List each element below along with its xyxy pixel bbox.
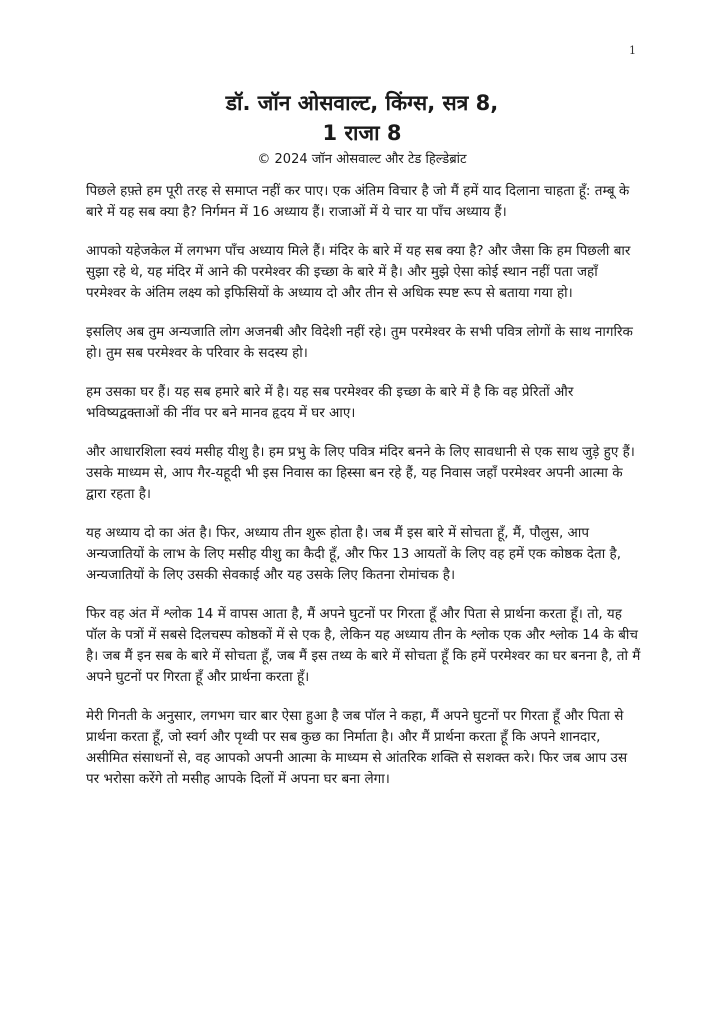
paragraph-4: हम उसका घर हैं। यह सब हमारे बारे में है। यह सब परमेश्वर की इच्छा के बारे में है कि वह प्रेरितों और भविष्यद्वक्ताओं की नींव पर बने मानव हृदय में घर आए। bbox=[86, 384, 574, 421]
title-line-2: 1 राजा 8 bbox=[322, 121, 402, 145]
document-body bbox=[86, 181, 642, 808]
page-number: 1 bbox=[629, 44, 636, 57]
document-header bbox=[0, 88, 724, 170]
paragraph-5: और आधारशिला स्वयं मसीह यीशु है। हम प्रभु के लिए पवित्र मंदिर बनने के लिए सावधानी से एक साथ जुड़े हुए हैं। उसके माध्यम से, आप गैर-यहूदी भी इस निवास का हिस्सा बन रहे हैं, यह निवास जहाँ परमेश्वर अपनी आत्मा के द्वारा रहता है। bbox=[86, 444, 635, 502]
title-line-1: डॉ. जॉन ओसवाल्ट, किंग्स, सत्र 8, bbox=[225, 91, 499, 115]
paragraph-2: आपको यहेजकेल में लगभग पाँच अध्याय मिले हैं। मंदिर के बारे में यह सब क्या है? और जैसा कि हम पिछली बार सुझा रहे थे, यह मंदिर में आने की परमेश्वर की इच्छा के बारे में है। और मुझे ऐसा कोई स्थान नहीं पता जहाँ परमेश्वर के अंतिम लक्ष्य को इफिसियों के अध्याय दो और तीन से अधिक स्पष्ट रूप से बताया गया हो। bbox=[86, 243, 631, 301]
copyright-notice: © 2024 जॉन ओसवाल्ट और टेड हिल्डेब्रांट bbox=[257, 152, 467, 167]
paragraph-3: इसलिए अब तुम अन्यजाति लोग अजनबी और विदेशी नहीं रहे। तुम परमेश्वर के सभी पवित्र लोगों के साथ नागरिक हो। तुम सब परमेश्वर के परिवार के सदस्य हो। bbox=[86, 324, 633, 361]
paragraph-7: फिर वह अंत में श्लोक 14 में वापस आता है, मैं अपने घुटनों पर गिरता हूँ और पिता से प्रार्थना करता हूँ। तो, यह पॉल के पत्रों में सबसे दिलचस्प कोष्ठकों में से एक है, लेकिन यह अध्याय तीन के श्लोक एक और श्लोक 14 के बीच है। जब मैं इन सब के बारे में सोचता हूँ, जब मैं इस तथ्य के बारे में सोचता हूँ कि हमें परमेश्वर का घर बनना है, तो मैं अपने घुटनों पर गिरता हूँ और प्रार्थना करता हूँ। bbox=[86, 606, 641, 685]
paragraph-6: यह अध्याय दो का अंत है। फिर, अध्याय तीन शुरू होता है। जब मैं इस बारे में सोचता हूँ, मैं, पौलुस, आप अन्यजातियों के लाभ के लिए मसीह यीशु का कैदी हूँ, और फिर 13 आयतों के लिए वह हमें एक कोष्ठक देता है, अन्यजातियों के लिए उसकी सेवकाई और यह उसके लिए कितना रोमांचक है। bbox=[86, 525, 621, 583]
paragraph-8: मेरी गिनती के अनुसार, लगभग चार बार ऐसा हुआ है जब पॉल ने कहा, मैं अपने घुटनों पर गिरता हूँ और पिता से प्रार्थना करता हूँ, जो स्वर्ग और पृथ्वी पर सब कुछ का निर्माता है। और मैं प्रार्थना करता हूँ कि अपने शानदार, असीमित संसाधनों से, वह आपको अपनी आत्मा के माध्यम से आंतरिक शक्ति से सशक्त करे। फिर जब आप उस पर भरोसा करेंगे तो मसीह आपके दिलों में अपना घर बना लेगा। bbox=[86, 708, 628, 787]
paragraph-1: पिछले हफ़्ते हम पूरी तरह से समाप्त नहीं कर पाए। एक अंतिम विचार है जो मैं हमें याद दिलाना चाहता हूँ: तम्बू के बारे में यह सब क्या है? निर्गमन में 16 अध्याय हैं। राजाओं में ये चार या पाँच अध्याय हैं। bbox=[86, 183, 630, 220]
